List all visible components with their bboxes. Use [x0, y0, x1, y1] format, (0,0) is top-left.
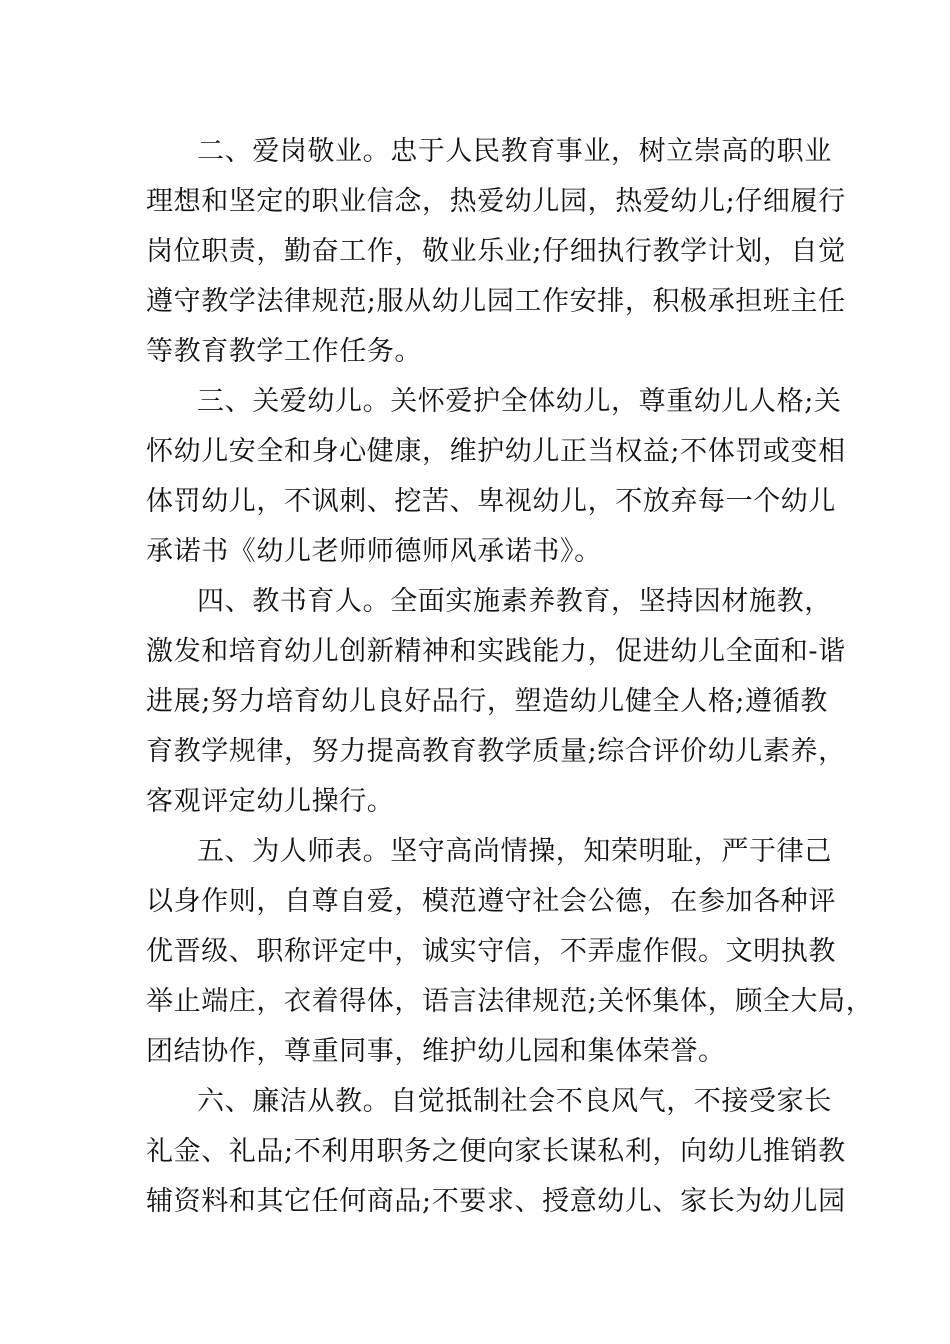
paragraph-2-line-4: 遵守教学法律规范;服从幼儿园工作安排，积极承担班主任	[146, 286, 846, 317]
paragraph-6-line-2: 礼金、礼品;不利用职务之便向家长谋私利，向幼儿推销教	[146, 1136, 846, 1167]
paragraph-2-line-3: 岗位职责，勤奋工作，敬业乐业;仔细执行教学计划，自觉	[146, 236, 846, 267]
paragraph-4-line-2: 激发和培育幼儿创新精神和实践能力，促进幼儿全面和-谐	[146, 636, 846, 667]
paragraph-5-line-3: 优晋级、职称评定中，诚实守信，不弄虚作假。文明执教	[146, 936, 836, 967]
paragraph-5-line-5: 团结协作，尊重同事，维护幼儿园和集体荣誉。	[146, 1036, 726, 1067]
paragraph-5-line-1: 五、为人师表。坚守高尚情操，知荣明耻，严于律己	[197, 836, 832, 867]
paragraph-6-line-3: 辅资料和其它任何商品;不要求、授意幼儿、家长为幼儿园	[146, 1186, 846, 1217]
paragraph-4-line-5: 客观评定幼儿操行。	[146, 786, 395, 817]
paragraph-2-line-2: 理想和坚定的职业信念，热爱幼儿园，热爱幼儿;仔细履行	[146, 186, 846, 217]
paragraph-3-line-3: 体罚幼儿，不讽刺、挖苦、卑视幼儿，不放弃每一个幼儿	[146, 486, 836, 517]
paragraph-3-line-1: 三、关爱幼儿。关怀爱护全体幼儿，尊重幼儿人格;关	[197, 386, 842, 417]
paragraph-4-line-1: 四、教书育人。全面实施素养教育，坚持因材施教，	[197, 586, 832, 617]
paragraph-5-line-4: 举止端庄，衣着得体，语言法律规范;关怀集体，顾全大局，	[146, 986, 874, 1017]
paragraph-4-line-4: 育教学规律，努力提高教育教学质量;综合评价幼儿素养，	[146, 736, 846, 767]
paragraph-2-line-5: 等教育教学工作任务。	[146, 336, 422, 367]
paragraph-3-line-2: 怀幼儿安全和身心健康，维护幼儿正当权益;不体罚或变相	[146, 436, 846, 467]
paragraph-6-line-1: 六、廉洁从教。自觉抵制社会不良风气，不接受家长	[197, 1086, 832, 1117]
paragraph-5-line-2: 以身作则，自尊自爱，模范遵守社会公德，在参加各种评	[146, 886, 836, 917]
paragraph-4-line-3: 进展;努力培育幼儿良好品行，塑造幼儿健全人格;遵循教	[146, 686, 828, 717]
paragraph-2-line-1: 二、爱岗敬业。忠于人民教育事业，树立崇高的职业	[197, 136, 832, 167]
paragraph-3-line-4: 承诺书《幼儿老师师德师风承诺书》。	[146, 536, 602, 567]
